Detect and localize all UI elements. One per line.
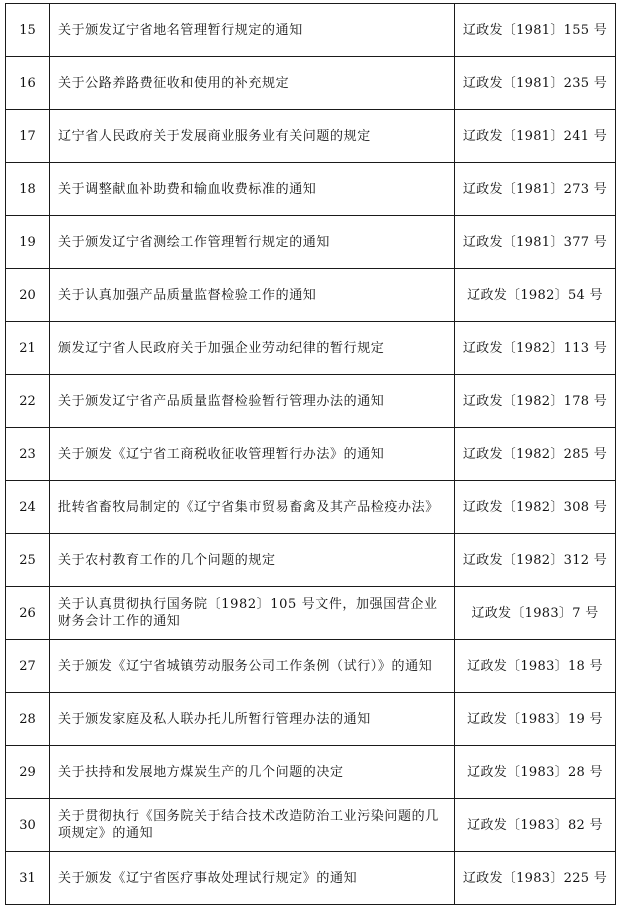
row-number: 16 xyxy=(6,57,50,110)
document-number: 辽政发〔1982〕285 号 xyxy=(455,428,616,481)
document-number: 辽政发〔1981〕155 号 xyxy=(455,4,616,57)
document-title: 关于贯彻执行《国务院关于结合技术改造防治工业污染问题的几项规定》的通知 xyxy=(50,799,455,852)
document-number: 辽政发〔1981〕241 号 xyxy=(455,110,616,163)
row-number: 19 xyxy=(6,216,50,269)
document-title: 关于农村教育工作的几个问题的规定 xyxy=(50,534,455,587)
document-number: 辽政发〔1982〕178 号 xyxy=(455,375,616,428)
table-row xyxy=(6,534,616,587)
document-number: 辽政发〔1983〕225 号 xyxy=(455,852,616,905)
document-title: 关于颁发辽宁省产品质量监督检验暂行管理办法的通知 xyxy=(50,375,455,428)
table-row xyxy=(6,4,616,57)
document-title: 关于公路养路费征收和使用的补充规定 xyxy=(50,57,455,110)
document-title: 关于扶持和发展地方煤炭生产的几个问题的决定 xyxy=(50,746,455,799)
document-title: 颁发辽宁省人民政府关于加强企业劳动纪律的暂行规定 xyxy=(50,322,455,375)
row-number: 30 xyxy=(6,799,50,852)
document-number: 辽政发〔1982〕54 号 xyxy=(455,269,616,322)
document-number: 辽政发〔1982〕312 号 xyxy=(455,534,616,587)
table-row xyxy=(6,322,616,375)
table-row xyxy=(6,428,616,481)
row-number: 26 xyxy=(6,587,50,640)
document-number: 辽政发〔1982〕308 号 xyxy=(455,481,616,534)
table-row xyxy=(6,693,616,746)
document-title: 关于认真贯彻执行国务院〔1982〕105 号文件，加强国营企业财务会计工作的通知 xyxy=(50,587,455,640)
row-number: 23 xyxy=(6,428,50,481)
regulations-table xyxy=(5,3,616,905)
row-number: 20 xyxy=(6,269,50,322)
document-title: 关于颁发《辽宁省医疗事故处理试行规定》的通知 xyxy=(50,852,455,905)
document-number: 辽政发〔1983〕18 号 xyxy=(455,640,616,693)
table-row xyxy=(6,852,616,905)
table-row xyxy=(6,799,616,852)
row-number: 29 xyxy=(6,746,50,799)
row-number: 15 xyxy=(6,4,50,57)
table-row xyxy=(6,746,616,799)
row-number: 25 xyxy=(6,534,50,587)
row-number: 28 xyxy=(6,693,50,746)
document-title: 关于颁发《辽宁省工商税收征收管理暂行办法》的通知 xyxy=(50,428,455,481)
document-number: 辽政发〔1982〕113 号 xyxy=(455,322,616,375)
document-number: 辽政发〔1983〕82 号 xyxy=(455,799,616,852)
document-title: 关于认真加强产品质量监督检验工作的通知 xyxy=(50,269,455,322)
row-number: 18 xyxy=(6,163,50,216)
document-number: 辽政发〔1983〕7 号 xyxy=(455,587,616,640)
table-row xyxy=(6,216,616,269)
document-title: 批转省畜牧局制定的《辽宁省集市贸易畜禽及其产品检疫办法》 xyxy=(50,481,455,534)
document-number: 辽政发〔1983〕28 号 xyxy=(455,746,616,799)
table-row xyxy=(6,375,616,428)
document-number: 辽政发〔1981〕377 号 xyxy=(455,216,616,269)
table-row xyxy=(6,587,616,640)
row-number: 17 xyxy=(6,110,50,163)
document-number: 辽政发〔1981〕273 号 xyxy=(455,163,616,216)
row-number: 21 xyxy=(6,322,50,375)
document-title: 辽宁省人民政府关于发展商业服务业有关问题的规定 xyxy=(50,110,455,163)
document-number: 辽政发〔1981〕235 号 xyxy=(455,57,616,110)
document-title: 关于颁发辽宁省地名管理暂行规定的通知 xyxy=(50,4,455,57)
document-title: 关于颁发家庭及私人联办托儿所暂行管理办法的通知 xyxy=(50,693,455,746)
document-title: 关于颁发《辽宁省城镇劳动服务公司工作条例（试行）》的通知 xyxy=(50,640,455,693)
table-row xyxy=(6,269,616,322)
row-number: 22 xyxy=(6,375,50,428)
document-title: 关于颁发辽宁省测绘工作管理暂行规定的通知 xyxy=(50,216,455,269)
document-title: 关于调整献血补助费和输血收费标准的通知 xyxy=(50,163,455,216)
regulations-table-body xyxy=(6,4,616,905)
row-number: 24 xyxy=(6,481,50,534)
table-row xyxy=(6,481,616,534)
table-row xyxy=(6,110,616,163)
table-row xyxy=(6,640,616,693)
row-number: 27 xyxy=(6,640,50,693)
table-row xyxy=(6,57,616,110)
table-row xyxy=(6,163,616,216)
row-number: 31 xyxy=(6,852,50,905)
document-number: 辽政发〔1983〕19 号 xyxy=(455,693,616,746)
